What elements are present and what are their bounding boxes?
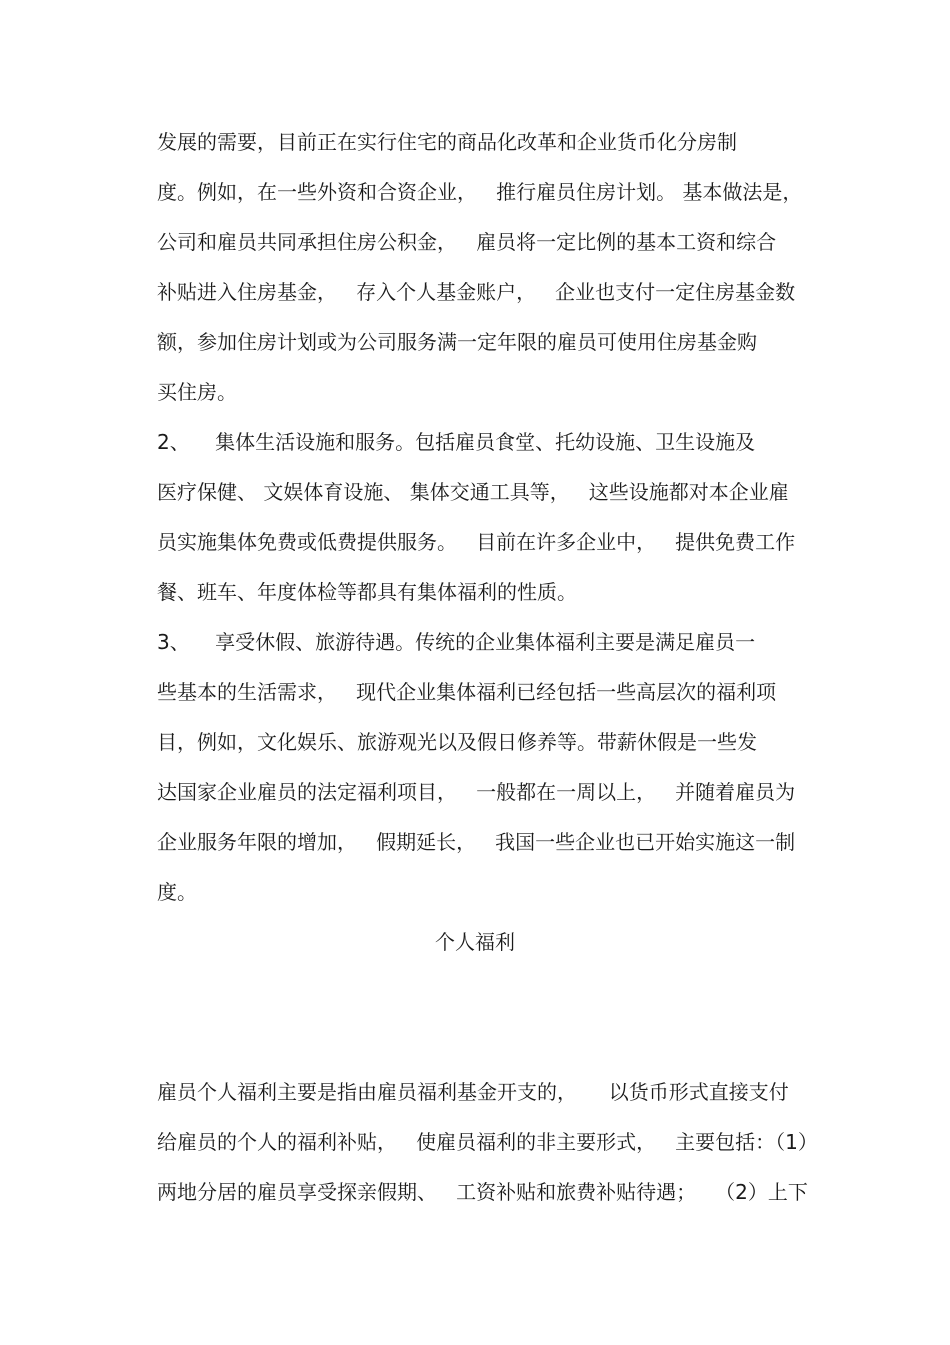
paragraph-line: 两地分居的雇员享受探亲假期、 工资补贴和旅费补贴待遇； （2）上下 — [157, 1180, 808, 1204]
paragraph-line: 度。例如，在一些外资和合资企业， 推行雇员住房计划。 基本做法是， — [157, 180, 803, 204]
paragraph-line: 雇员个人福利主要是指由雇员福利基金开支的， 以货币形式直接支付 — [157, 1080, 789, 1104]
paragraph-line: 餐、班车、年度体检等都具有集体福利的性质。 — [157, 580, 577, 604]
paragraph-line: 给雇员的个人的福利补贴， 使雇员福利的非主要形式， 主要包括：（1） — [157, 1130, 818, 1154]
paragraph-line: 员实施集体免费或低费提供服务。 目前在许多企业中， 提供免费工作 — [157, 530, 796, 554]
paragraph-line: 发展的需要，目前正在实行住宅的商品化改革和企业货币化分房制 — [157, 130, 737, 154]
paragraph-line: 补贴进入住房基金， 存入个人基金账户， 企业也支付一定住房基金数 — [157, 280, 796, 304]
paragraph-line: 些基本的生活需求， 现代企业集体福利已经包括一些高层次的福利项 — [157, 680, 777, 704]
paragraph-line: 度。 — [157, 880, 197, 904]
paragraph-line: 医疗保健、 文娱体育设施、 集体交通工具等， 这些设施都对本企业雇 — [157, 480, 789, 504]
paragraph-line: 额，参加住房计划或为公司服务满一定年限的雇员可使用住房基金购 — [157, 330, 757, 354]
section-heading: 个人福利 — [435, 930, 515, 954]
paragraph-line: 公司和雇员共同承担住房公积金， 雇员将一定比例的基本工资和综合 — [157, 230, 777, 254]
paragraph-line: 目，例如，文化娱乐、旅游观光以及假日修养等。带薪休假是一些发 — [157, 730, 757, 754]
paragraph-line: 达国家企业雇员的法定福利项目， 一般都在一周以上， 并随着雇员为 — [157, 780, 796, 804]
paragraph-line: 买住房。 — [157, 380, 237, 404]
paragraph-line: 企业服务年限的增加， 假期延长， 我国一些企业也已开始实施这一制 — [157, 830, 796, 854]
list-item-2-line: 2、 集体生活设施和服务。包括雇员食堂、托幼设施、卫生设施及 — [157, 430, 756, 454]
list-item-3-line: 3、 享受休假、旅游待遇。传统的企业集体福利主要是满足雇员一 — [157, 630, 756, 654]
